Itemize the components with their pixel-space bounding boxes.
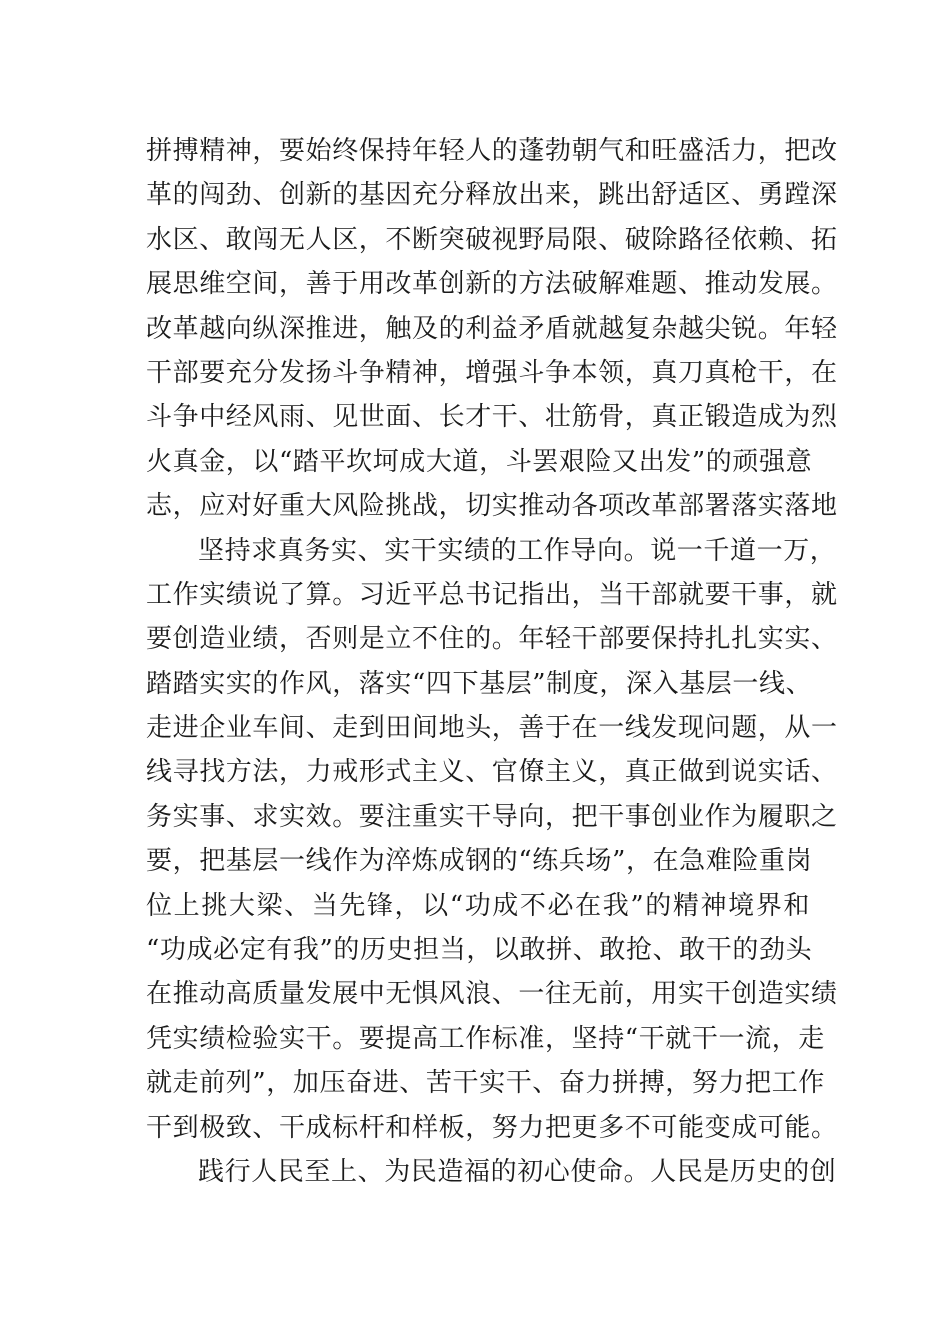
text-line: 要，把基层一线作为淬炼成钢的“练兵场”，在急难险重岗 bbox=[146, 846, 813, 877]
text-line: 凭实绩检验实干。要提高工作标准，坚持“干就干一流，走 bbox=[146, 1023, 825, 1054]
text-line: 干到极致、干成标杆和样板，努力把更多不可能变成可能。 bbox=[146, 1112, 838, 1143]
text-line: 干部要充分发扬斗争精神，增强斗争本领，真刀真枪干，在 bbox=[146, 357, 838, 388]
text-line: 就走前列”，加压奋进、苦干实干、奋力拼搏，努力把工作 bbox=[146, 1068, 825, 1099]
text-line: 拼搏精神，要始终保持年轻人的蓬勃朝气和旺盛活力，把改 bbox=[146, 136, 838, 166]
text-line: 展思维空间，善于用改革创新的方法破解难题、推动发展。 bbox=[146, 269, 838, 300]
text-line: 工作实绩说了算。习近平总书记指出，当干部就要干事，就 bbox=[146, 579, 838, 610]
text-line: 革的闯劲、创新的基因充分释放出来，跳出舒适区、勇蹚深 bbox=[146, 180, 838, 211]
text-line: “功成必定有我”的历史担当，以敢拼、敢抢、敢干的劲头 bbox=[146, 935, 813, 966]
body-text bbox=[146, 129, 838, 1194]
text-line: 线寻找方法，力戒形式主义、官僚主义，真正做到说实话、 bbox=[146, 757, 838, 788]
text-line: 坚持求真务实、实干实绩的工作导向。说一千道一万， bbox=[198, 535, 837, 566]
text-line: 要创造业绩，否则是立不住的。年轻干部要保持扎扎实实、 bbox=[146, 624, 838, 655]
text-line: 践行人民至上、为民造福的初心使命。人民是历史的创 bbox=[198, 1156, 837, 1187]
text-line: 斗争中经风雨、见世面、长才干、壮筋骨，真正锻造成为烈 bbox=[146, 402, 838, 433]
text-line: 志，应对好重大风险挑战，切实推动各项改革部署落实落地 bbox=[146, 491, 838, 522]
text-line: 走进企业车间、走到田间地头，善于在一线发现问题，从一 bbox=[146, 713, 838, 744]
text-line: 改革越向纵深推进，触及的利益矛盾就越复杂越尖锐。年轻 bbox=[146, 313, 838, 344]
text-line: 在推动高质量发展中无惧风浪、一往无前，用实干创造实绩 bbox=[146, 979, 838, 1010]
text-line: 火真金，以“踏平坎坷成大道，斗罢艰险又出发”的顽强意 bbox=[146, 446, 813, 477]
text-line: 位上挑大梁、当先锋，以“功成不必在我”的精神境界和 bbox=[146, 890, 810, 921]
text-line: 务实事、求实效。要注重实干导向，把干事创业作为履职之 bbox=[146, 801, 838, 832]
text-line: 踏踏实实的作风，落实“四下基层”制度，深入基层一线、 bbox=[146, 668, 813, 699]
text-line: 水区、敢闯无人区，不断突破视野局限、破除路径依赖、拓 bbox=[146, 224, 838, 255]
